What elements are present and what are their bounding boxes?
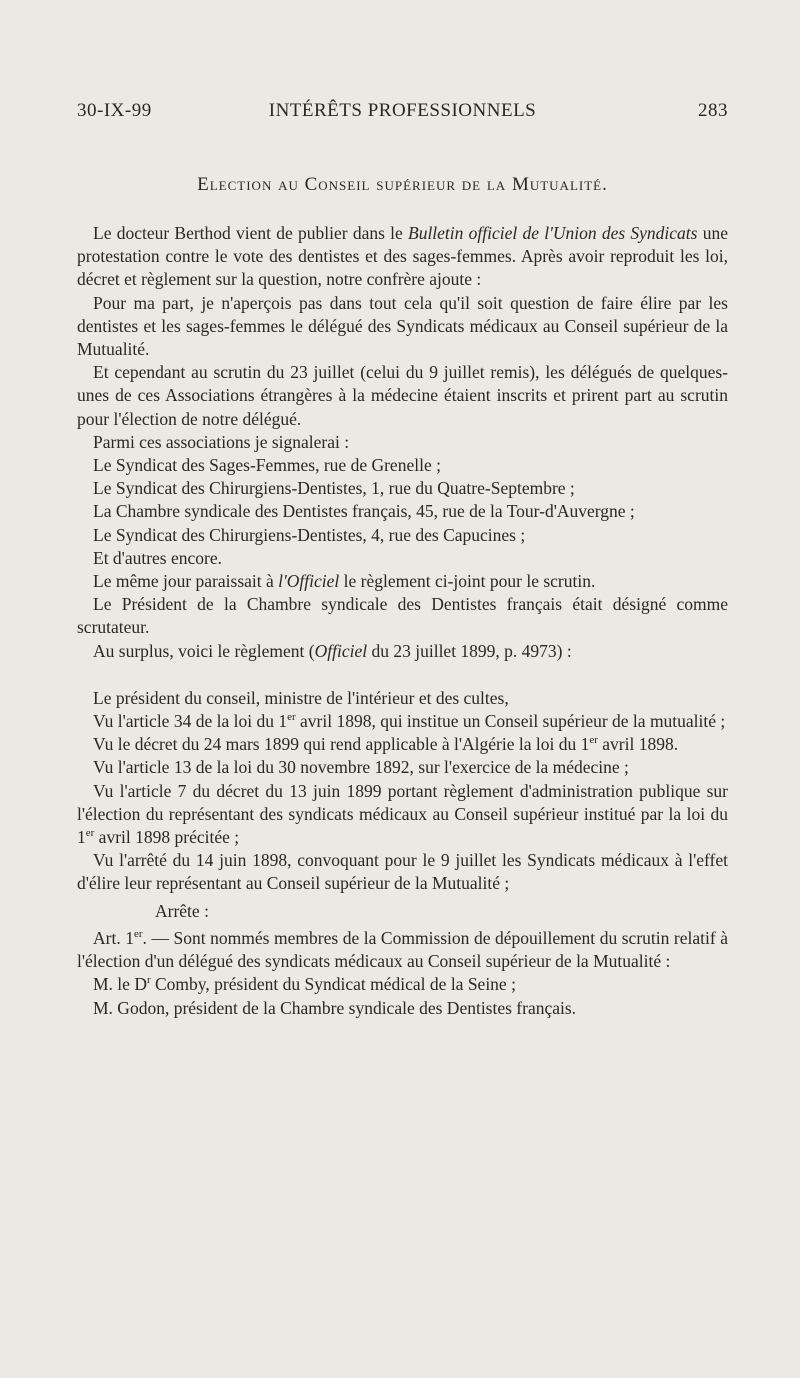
paragraph: Le docteur Berthod vient de publier dans le Bulletin officiel de l'Union des Syndicats une protestation contre le vote des dentistes et des sages-femmes. Après avoir reproduit les loi, décret et règlement sur la question, notre confrère ajoute : (77, 223, 728, 290)
decree-clause: Vu le décret du 24 mars 1899 qui rend applicable à l'Algérie la loi du 1er avril 1898. (93, 734, 679, 755)
page-number: 283 (698, 100, 728, 121)
header-date: 30-IX-99 (77, 100, 152, 121)
decree-member: M. le $D^r$ Comby, président du Syndicat médical de la Seine ; (93, 974, 516, 995)
list-item: Le Syndicat des Chirurgiens-Dentistes, 4, rue des Capucines ; (93, 524, 526, 545)
paragraph: Le Président de la Chambre syndicale des Dentistes français était désigné comme scrutateur. (77, 594, 728, 638)
paragraph: Parmi ces associations je signalerai : (93, 431, 350, 452)
paragraph: Le même jour paraissait à l'Officiel le règlement ci-joint pour le scrutin. (93, 571, 596, 592)
decree-clause: Vu l'article 34 de la loi du 1er avril 1898, qui institue un Conseil supérieur de la mutualité ; (93, 711, 726, 732)
header-section: INTÉRÊTS PROFESSIONNELS (268, 100, 537, 121)
paragraph: Et cependant au scrutin du 23 juillet (celui du 9 juillet remis), les délégués de quelques-unes de ces Associations étrangères à la médecine étaient inscrits et prirent part au scrutin pour l'élection de notre délégué. (77, 362, 728, 429)
decree-clause: Vu l'article 13 de la loi du 30 novembre 1892, sur l'exercice de la médecine ; (93, 757, 629, 778)
decree-member: M. Godon, président de la Chambre syndicale des Dentistes français. (93, 997, 577, 1018)
list-item: La Chambre syndicale des Dentistes français, 45, rue de la Tour-d'Auvergne ; (93, 501, 635, 522)
article-body (77, 222, 728, 1020)
paragraph: Au surplus, voici le règlement (Officiel du 23 juillet 1899, p. 4973) : (93, 640, 572, 661)
decree-clause: Vu l'arrêté du 14 juin 1898, convoquant pour le 9 juillet les Syndicats médicaux à l'effet d'élire leur représentant au Conseil supérieur de la Mutualité ; (77, 850, 728, 894)
decree-clause: Vu l'article 7 du décret du 13 juin 1899 portant règlement d'administration publique sur l'élection du représentant des syndicats médicaux au Conseil supérieur institué par la loi du 1er avril 1898 précitée ; (77, 780, 728, 848)
paragraph: Pour ma part, je n'aperçois pas dans tout cela qu'il soit question de faire élire par les dentistes et les sages-femmes le délégué des Syndicats médicaux au Conseil supérieur de la Mutualité. (77, 292, 728, 360)
list-item: Le Syndicat des Sages-Femmes, rue de Grenelle ; (93, 455, 441, 476)
list-item: Et d'autres encore. (93, 547, 222, 568)
decree-arrete: Arrête : (155, 900, 209, 921)
decree-preamble: Le président du conseil, ministre de l'intérieur et des cultes, (93, 687, 509, 708)
article-title: Election au Conseil supérieur de la Mutualité. (197, 174, 608, 195)
decree-article: Art. 1er. — Sont nommés membres de la Commission de dépouillement du scrutin relatif à l'élection d'un délégué des syndicats médicaux au Conseil supérieur de la Mutualité : (77, 927, 729, 972)
running-header (77, 100, 728, 128)
list-item: Le Syndicat des Chirurgiens-Dentistes, 1, rue du Quatre-Septembre ; (93, 478, 575, 499)
